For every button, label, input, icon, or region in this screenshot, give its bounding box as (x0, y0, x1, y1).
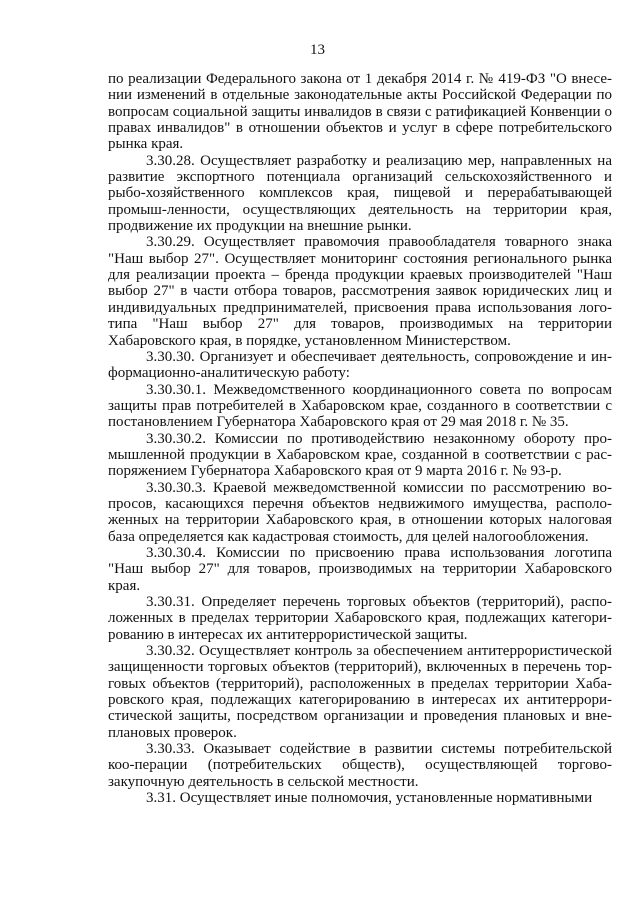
paragraph-3-30-30-1: 3.30.30.1. Межведомственного координационного совета по вопросам защиты прав потребителей в Хабаровском крае, созданного в соответствии с постановлением Губернатора Хабаровского края от 29 мая 2018 г. № 35. (108, 381, 612, 431)
paragraph-3-30-30-3: 3.30.30.3. Краевой межведомственной комиссии по рассмотрению во-просов, касающихся перечня объектов недвижимого имущества, располо-женных на территории Хабаровского края, в отношении которых налоговая база определяется как кадастровая стоимость, для целей налогообложения. (108, 479, 612, 545)
paragraph-3-30-29: 3.30.29. Осуществляет правомочия правообладателя товарного знака "Наш выбор 27". Осуществляет мониторинг состояния регионального рынка для реализации проекта – бренда продукции краевых производителей "Наш выбор 27" в части отбора товаров, рассмотрения заявок юридических лиц и индивидуальных предпринимателей, присвоения права использования лого-типа "Наш выбор 27" для товаров, производимых на территории Хабаровского края, в порядке, установленном Министерством. (108, 234, 612, 349)
page-number: 13 (310, 42, 325, 58)
paragraph-3-30-31: 3.30.31. Определяет перечень торговых объектов (территорий), распо-ложенных в пределах территории Хабаровского края, подлежащих категори-рованию в интересах их антитеррористической защиты. (108, 594, 612, 643)
paragraph-3-30-32: 3.30.32. Осуществляет контроль за обеспечением антитеррористической защищенности торговых объектов (территорий), включенных в перечень тор-говых объектов (территорий), расположенных в пределах территории Хаба-ровского края, подлежащих категорированию в интересах их антитеррори-стической защиты, посредством организации и проведения плановых и вне-плановых проверок. (108, 643, 612, 741)
paragraph-3-30-28: 3.30.28. Осуществляет разработку и реализацию мер, направленных на развитие экспортного потенциала организаций сельскохозяйственного и рыбо-хозяйственного комплексов края, пищевой и перерабатывающей промыш-ленности, осуществляющих деятельность на территории края, продвижение их продукции на внешние рынки. (108, 152, 612, 235)
document-body (108, 71, 612, 806)
paragraph-3-30-30-4: 3.30.30.4. Комиссии по присвоению права использования логотипа "Наш выбор 27" для товаров, производимых на территории Хабаровского края. (108, 544, 612, 594)
paragraph-continuation: по реализации Федерального закона от 1 декабря 2014 г. № 419-ФЗ "О внесе-нии изменений в отдельные законодательные акты Российской Федерации по вопросам социальной защиты инвалидов в связи с ратификацией Конвенции о правах инвалидов" в отношении объектов и услуг в сфере потребительского рынка края. (108, 71, 612, 153)
paragraph-3-30-30-2: 3.30.30.2. Комиссии по противодействию незаконному обороту про-мышленной продукции в Хабаровском крае, созданной в соответствии с рас-поряжением Губернатора Хабаровского края от 9 марта 2016 г. № 93-р. (108, 430, 612, 480)
paragraph-3-31: 3.31. Осуществляет иные полномочия, установленные нормативными (146, 790, 593, 807)
paragraph-3-30-30: 3.30.30. Организует и обеспечивает деятельность, сопровождение и ин-формационно-аналитическую работу: (108, 348, 612, 382)
paragraph-3-30-33: 3.30.33. Оказывает содействие в развитии системы потребительской коо-перации (потребительских обществ), осуществляющей торгово-закупочную деятельность в сельской местности. (108, 741, 612, 790)
